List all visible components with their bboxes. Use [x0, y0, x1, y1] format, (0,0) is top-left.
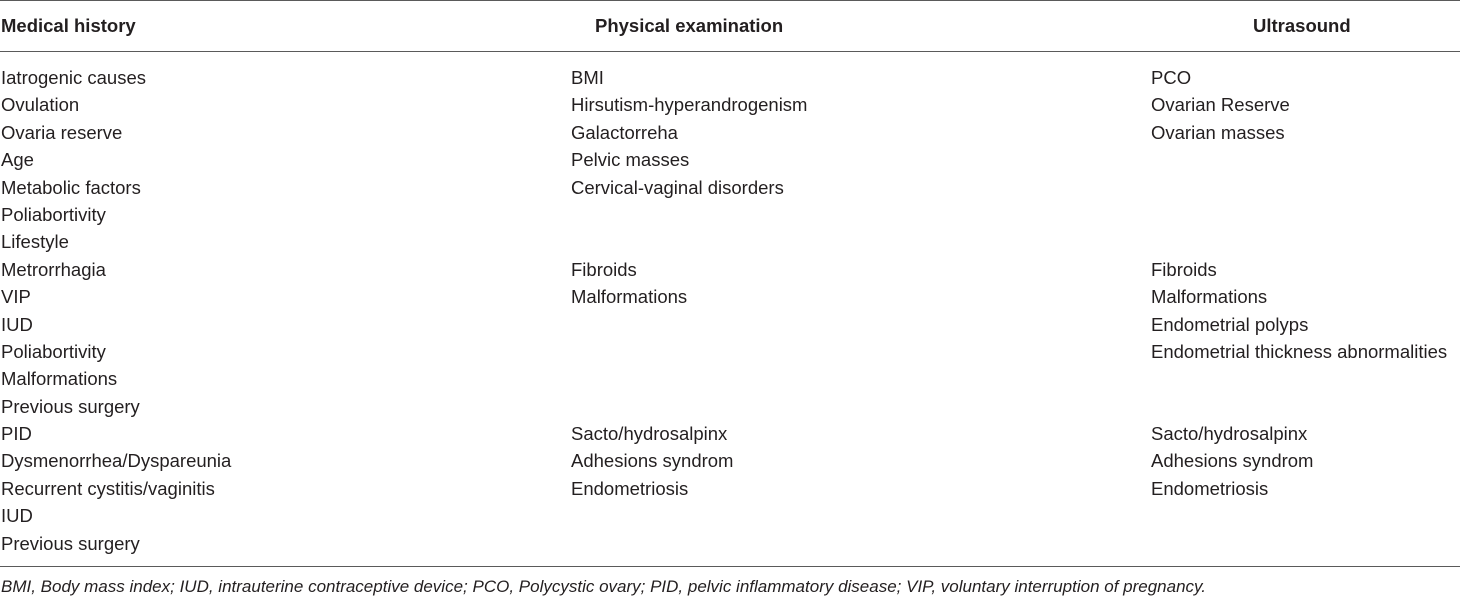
table-cell: Galactorreha	[571, 121, 678, 143]
table-cell: IUD	[1, 505, 33, 527]
table-cell: Poliabortivity	[1, 203, 106, 225]
header-ultrasound: Ultrasound	[1253, 15, 1351, 36]
table-cell	[1151, 228, 1447, 255]
table-footnote: BMI, Body mass index; IUD, intrauterine contraceptive device; PCO, Polycystic ovary; PID, pelvic inflammatory disease; VIP, voluntary interruption of pregnancy.	[1, 577, 1206, 596]
table-cell: Iatrogenic causes	[1, 67, 147, 88]
table-bottom-rule	[0, 566, 1460, 567]
table-cell: Metabolic factors	[1, 176, 141, 198]
table-cell: Endometriosis	[571, 477, 689, 499]
table-cell	[571, 201, 807, 228]
column-physical-examination	[571, 64, 807, 557]
table-cell: Malformations	[1151, 286, 1268, 308]
table-cell: Recurrent cystitis/vaginitis	[1, 477, 215, 499]
table-cell: Endometrial polyps	[1151, 313, 1309, 335]
table-cell: Malformations	[571, 286, 688, 308]
table-cell	[571, 502, 807, 529]
table-cell: Fibroids	[1151, 258, 1217, 280]
header-medical-history: Medical history	[1, 15, 136, 36]
table-cell	[1151, 174, 1447, 201]
table-cell: Ovaria reserve	[1, 121, 123, 143]
table-cell: Previous surgery	[1, 395, 140, 417]
table-cell: IUD	[1, 313, 33, 335]
table-cell: Hirsutism-hyperandrogenism	[571, 94, 808, 116]
table-cell: Fibroids	[571, 258, 637, 280]
table-cell: Poliabortivity	[1, 340, 106, 362]
table-cell: Sacto/hydrosalpinx	[571, 423, 728, 445]
table-cell: Endometrial thickness abnormalities	[1151, 340, 1448, 362]
table-cell: Pelvic masses	[571, 149, 690, 171]
table-cell: Adhesions syndrom	[571, 450, 734, 472]
table-cell: VIP	[1, 286, 31, 308]
table-cell: Lifestyle	[1, 231, 69, 253]
table-top-rule	[0, 0, 1460, 1]
table-cell: Sacto/hydrosalpinx	[1151, 423, 1308, 445]
table-cell	[571, 530, 807, 557]
table-cell: Endometriosis	[1151, 477, 1269, 499]
table-cell	[571, 311, 807, 338]
table-cell	[571, 338, 807, 365]
table-cell	[571, 393, 807, 420]
table-cell: Age	[1, 149, 34, 171]
table-cell	[571, 365, 807, 392]
table-cell: Ovarian masses	[1151, 121, 1285, 143]
table-cell	[1151, 201, 1447, 228]
table-cell	[571, 228, 807, 255]
table-cell	[1151, 393, 1447, 420]
table-cell: Metrorrhagia	[1, 258, 106, 280]
table-cell: Previous surgery	[1, 532, 140, 554]
column-medical-history	[1, 64, 231, 557]
table-cell: Ovulation	[1, 94, 80, 116]
table-cell	[1151, 146, 1447, 173]
column-ultrasound	[1151, 64, 1447, 557]
table-cell: PCO	[1151, 67, 1192, 88]
header-physical-examination: Physical examination	[595, 15, 784, 36]
table-cell: PID	[1, 423, 32, 445]
table-cell	[1151, 502, 1447, 529]
table-cell: Adhesions syndrom	[1151, 450, 1314, 472]
table-cell: BMI	[571, 67, 604, 88]
table-cell: Cervical-vaginal disorders	[571, 176, 784, 198]
header-rule	[0, 51, 1460, 52]
table-cell: Malformations	[1, 368, 118, 390]
table-cell: Ovarian Reserve	[1151, 94, 1290, 116]
table-cell: Dysmenorrhea/Dyspareunia	[1, 450, 232, 472]
table-cell	[1151, 530, 1447, 557]
table-cell	[1151, 365, 1447, 392]
